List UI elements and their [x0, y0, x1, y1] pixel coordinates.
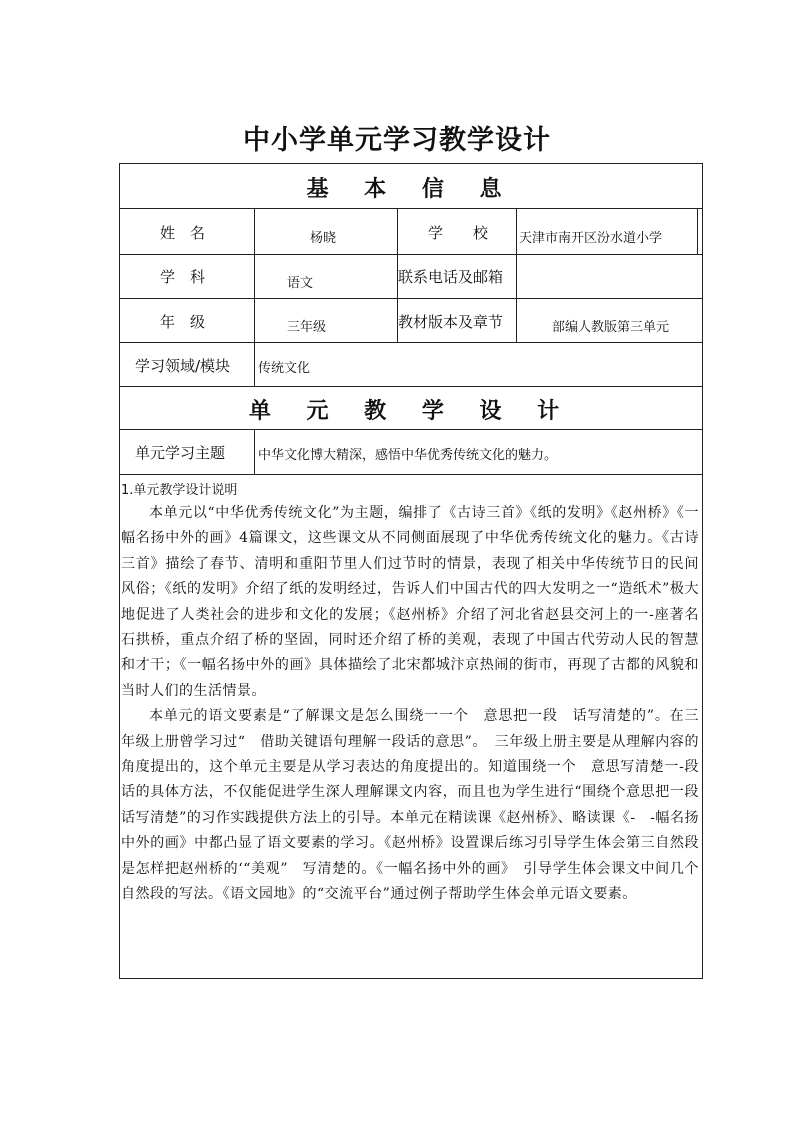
table-column-divider [516, 208, 517, 342]
textbook-value: 部编人教版第三单元 [552, 320, 670, 335]
description-paragraph: 本单元的语文要素是“了解课文是怎么围绕一一个 意思把一段 话写清楚的”。在三年级上册曾学习过“ 借助关键语句理解一段话的意思”。 三年级上册主要是从理解内容的角度提出的，这个单元主要是从学习表达的角度提出的。知道围绕一个 意思写清楚一-段话的具体方法，不仅能促进学生深人理解课文内容，而且也为学生进行“围绕个意思把一段话写清楚”的习作实践提供方法上的引导。本单元在精读课《赵州桥》、略读课《- -幅名扬中外的画》中都凸显了语文要素的学习。《赵州桥》设置课后练习引导学生体会第三自然段是怎样把赵州桥的‘“美观” 写清楚的。《一幅名扬中外的画》 引导学生体会课文中间几个自然段的写法。《语文园地》的“交流平台”通过例子帮助学生体会单元语文要素。 [121, 708, 699, 903]
theme-value: 中华文化博大精深，感悟中华优秀传统文化的魅力。 [258, 448, 558, 463]
school-value: 天津市南开区汾水道小学 [519, 231, 663, 246]
description-heading: 1.单元教学设计说明 [121, 483, 238, 498]
name-label: 姓 名 [160, 224, 206, 242]
table-divider [119, 386, 703, 387]
section-unit-design: 单 元 教 学 设 计 [248, 399, 574, 424]
section-basic-info: 基 本 信 息 [306, 177, 516, 202]
unit-description [121, 481, 699, 908]
document-title: 中小学单元学习教学设计 [243, 125, 551, 156]
domain-value: 传统文化 [258, 361, 311, 376]
name-value: 杨晓 [310, 231, 337, 246]
school-label: 学 校 [428, 224, 489, 242]
grade-label: 年 级 [160, 313, 206, 331]
domain-label: 学习领域/模块 [135, 357, 231, 375]
grade-value: 三年级 [287, 320, 327, 335]
table-column-divider [254, 208, 255, 386]
table-divider [119, 474, 703, 475]
table-divider [119, 429, 703, 430]
subject-label: 学 科 [160, 268, 206, 286]
table-divider [119, 208, 703, 209]
description-paragraph: 本单元以“中华优秀传统文化”为主题，编排了《古诗三首》《纸的发明》《赵州桥》《一幅名扬中外的画》4篇课文，这些课文从不同侧面展现了中华优秀传统文化的魅力。《古诗三首》描绘了春节、清明和重阳节里人们过节时的情景，表现了相关中华传统节日的民间风俗；《纸的发明》介绍了纸的发明经过，告诉人们中国古代的四大发明之一“造纸术”极大地促进了人类社会的进步和文化的发展；《赵州桥》介绍了河北省赵县交河上的一-座著名石拱桥，重点介绍了桥的坚固，同时还介绍了桥的美观，表现了中国古代劳动人民的智慧和才干；《一幅名扬中外的画》具体描绘了北宋都城汴京热闹的街市，再现了古都的风貌和当时人们的生活情景。 [121, 505, 699, 699]
subject-value: 语文 [287, 276, 314, 291]
table-divider [119, 254, 703, 255]
table-column-divider [254, 429, 255, 474]
table-divider [119, 342, 703, 343]
textbook-label: 教材版本及章节 [398, 313, 504, 331]
contact-label: 联系电话及邮箱 [398, 268, 504, 286]
table-divider [119, 298, 703, 299]
table-column-divider [697, 208, 698, 254]
theme-label: 单元学习主题 [135, 444, 226, 462]
